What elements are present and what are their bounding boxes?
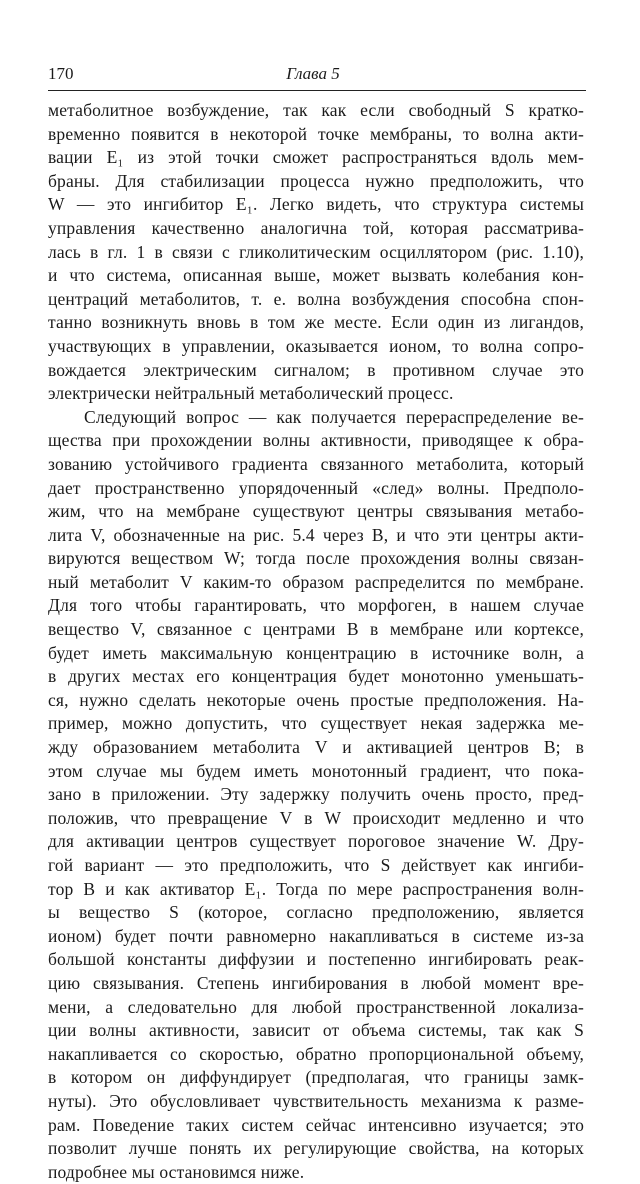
text-line: щества при прохождении волны активности, приводящее к обра- <box>48 430 584 451</box>
text-line: ции волны активности, зависит от объема системы, так как S <box>48 1020 584 1041</box>
text-line: рам. Поведение таких систем сейчас интенсивно изучается; это <box>48 1114 584 1135</box>
text-line: временно появится в некоторой точке мембраны, то волна акти- <box>48 123 584 144</box>
text-line: позволит лучше понять их регулирующие свойства, на которых <box>48 1138 584 1159</box>
running-head: Глава 5 <box>286 64 340 83</box>
text-line: положив, что превращение V в W происходит медленно и что <box>48 807 584 828</box>
text-line: жду образованием метаболита V и активацией центров B; в <box>48 737 584 758</box>
text-line: мени, а следовательно для любой пространственной локализа- <box>48 996 584 1017</box>
page-header <box>40 62 586 86</box>
text-line: подробнее мы остановимся ниже. <box>48 1161 305 1182</box>
text-line: Следующий вопрос — как получается перераспределение ве- <box>84 406 584 427</box>
text-line: лась в гл. 1 в связи с гликолитическим осциллятором (рис. 1.10), <box>48 241 584 262</box>
text-line: браны. Для стабилизации процесса нужно предположить, что <box>48 170 584 191</box>
text-line: в котором он диффундирует (предполагая, что границы замк- <box>48 1067 584 1088</box>
text-line: лита V, обозначенные на рис. 5.4 через B, и что эти центры акти- <box>48 524 584 545</box>
text-line: ы вещество S (которое, согласно предположению, является <box>48 902 584 923</box>
text-line: ный метаболит V каким-то образом распределится по мембране. <box>48 571 584 592</box>
text-line: Для того чтобы гарантировать, что морфоген, в нашем случае <box>48 595 584 616</box>
text-line: для активации центров существует пороговое значение W. Дру- <box>48 831 584 852</box>
text-line: управления качественно аналогична той, которая рассматрива- <box>48 217 584 238</box>
text-line: вируются веществом W; тогда после прохождения волны связан- <box>48 548 584 569</box>
text-line: зано в приложении. Эту задержку получить очень просто, пред- <box>48 784 584 805</box>
text-line: метаболитное возбуждение, так как если свободный S кратко- <box>48 100 584 120</box>
text-line: тор B и как активатор E₁. Тогда по мере распространения волн- <box>48 878 584 899</box>
text-line: цию связывания. Степень ингибирования в любой момент вре- <box>48 972 584 993</box>
text-line: участвующих в управлении, оказывается ионом, то волна сопро- <box>48 335 584 356</box>
text-line: накапливается со скоростью, обратно пропорциональной объему, <box>48 1043 584 1064</box>
text-line: электрически нейтральный метаболический процесс. <box>48 383 454 404</box>
body-text <box>48 99 584 1184</box>
text-line: в других местах его концентрация будет монотонно уменьшать- <box>48 666 584 687</box>
text-line: ионом) будет почти равномерно накапливаться в системе из-за <box>48 925 584 946</box>
page-number: 170 <box>48 64 74 83</box>
text-line: большой константы диффузии и постепенно ингибировать реак- <box>48 949 584 970</box>
text-line: W — это ингибитор E₁. Легко видеть, что структура системы <box>48 194 584 215</box>
text-line: ся, нужно сделать некоторые очень простые предположения. На- <box>48 689 584 710</box>
text-line: жим, что на мембране существуют центры связывания метабо- <box>48 501 584 522</box>
text-line: зованию устойчивого градиента связанного метаболита, который <box>48 453 584 474</box>
text-line: танно возникнуть вновь в том же месте. Если один из лигандов, <box>48 312 584 333</box>
text-line: пример, можно допустить, что существует некая задержка ме- <box>48 713 584 734</box>
text-line: и что система, описанная выше, может вызвать колебания кон- <box>48 265 584 286</box>
text-line: этом случае мы будем иметь монотонный градиент, что пока- <box>48 760 584 781</box>
text-line: центраций метаболитов, т. е. волна возбуждения способна спон- <box>48 288 584 309</box>
text-line: дает пространственно упорядоченный «след» волны. Предполо- <box>48 477 584 498</box>
text-line: будет иметь максимальную концентрацию в источнике волн, а <box>48 642 584 663</box>
text-line: гой вариант — это предположить, что S действует как ингиби- <box>48 855 584 875</box>
text-line: вации E₁ из этой точки сможет распространяться вдоль мем- <box>48 147 584 168</box>
header-rule <box>48 90 586 91</box>
text-line: вещество V, связанное с центрами B в мембране или кортексе, <box>48 619 584 640</box>
text-line: вождается электрическим сигналом; в противном случае это <box>48 359 584 380</box>
text-line: нуты). Это обусловливает чувствительность механизма к разме- <box>48 1090 584 1111</box>
